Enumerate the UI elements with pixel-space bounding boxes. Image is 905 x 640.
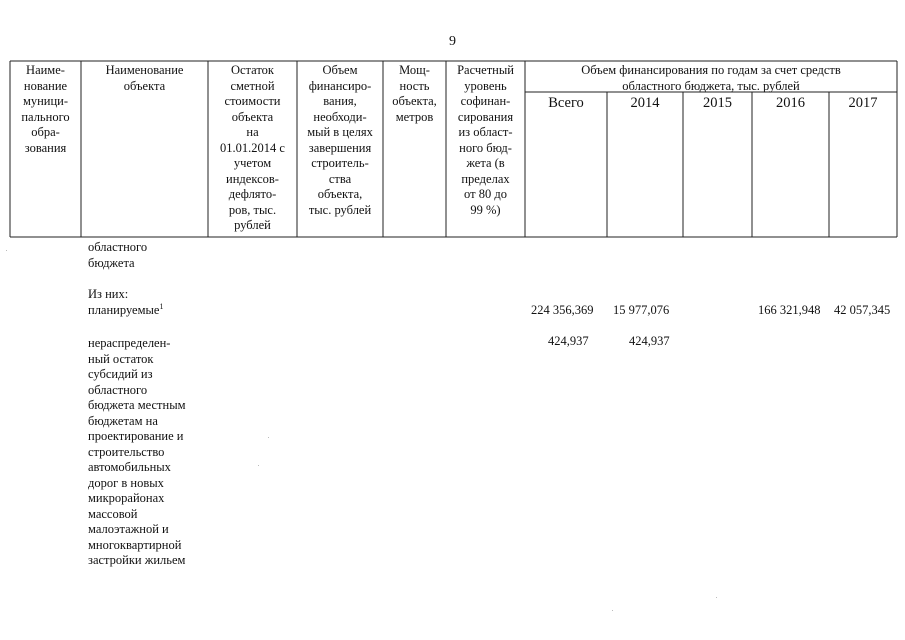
header-funding-by-years: Объем финансирования по годам за счет средств областного бюджета, тыс. рублей — [581, 63, 841, 93]
header-year-2014: 2014 — [630, 95, 660, 111]
header-year-total: Всего — [548, 95, 584, 111]
header-cofinancing-level: Расчетный уровень софинан- сирования из област- ного бюд- жета (в пределах от 80 до 99 %) — [457, 63, 514, 217]
header-remaining-cost: Остаток сметной стоимости объекта на 01.01.2014 с учетом индексов- дефлято- ров, тыс. рублей — [220, 63, 285, 232]
header-year-2016: 2016 — [776, 95, 805, 111]
row-undistributed-total: 424,937 — [548, 334, 589, 348]
header-municipality: Наиме- нование муници- пального обра- зования — [21, 63, 70, 155]
scan-speck — [716, 597, 717, 598]
header-year-2015: 2015 — [703, 95, 732, 111]
row-planned-2016: 166 321,948 — [758, 303, 821, 317]
row-planned-label — [88, 287, 208, 318]
scan-speck — [268, 437, 269, 438]
scan-speck — [6, 250, 7, 251]
scan-speck — [258, 465, 259, 466]
header-funding-needed: Объем финансиро- вания, необходи- мый в целях завершения строитель- ства объекта, тыс. рублей — [307, 63, 373, 217]
row-planned-2017: 42 057,345 — [834, 303, 891, 317]
scan-speck — [612, 610, 613, 611]
row-undistributed-label: нераспределен- ный остаток субсидий из областного бюджета местным бюджетам на проектирование и строительство автомобильных дорог в новых микрорайонах массовой малоэтажной и многоквартирной застройки жильем — [88, 336, 186, 567]
header-capacity: Мощ- ность объекта, метров — [392, 63, 437, 124]
header-object-name: Наименование объекта — [105, 63, 184, 93]
row-planned-label-text: Из них: планируемые — [88, 287, 160, 317]
page-number: 9 — [449, 34, 456, 49]
row-planned-2014: 15 977,076 — [613, 303, 670, 317]
row-planned-total: 224 356,369 — [531, 303, 594, 317]
continued-object-text: областного бюджета — [88, 240, 148, 270]
header-year-2017: 2017 — [848, 95, 878, 111]
row-undistributed-2014: 424,937 — [629, 334, 670, 348]
footnote-marker: 1 — [159, 301, 164, 311]
